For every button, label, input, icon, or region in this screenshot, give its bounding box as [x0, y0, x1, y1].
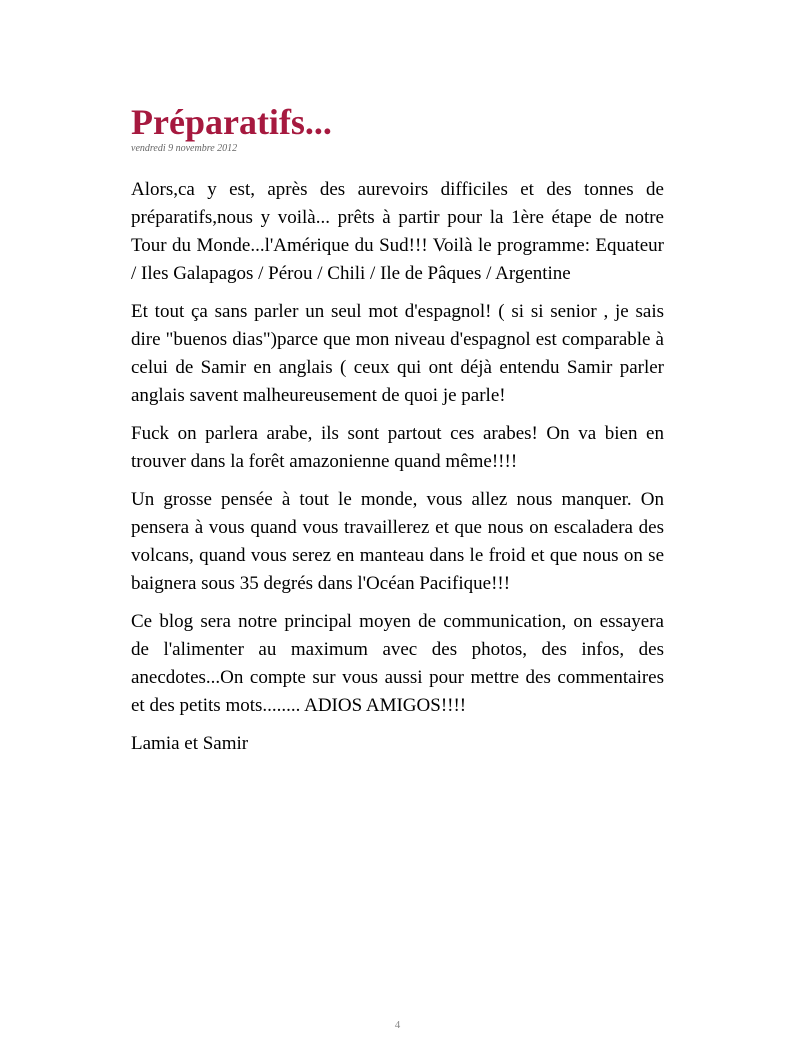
paragraph: Fuck on parlera arabe, ils sont partout ces arabes! On va bien en trouver dans la forêt amazonienne quand même!!!!: [131, 423, 664, 472]
post-body: [131, 176, 664, 768]
signature: Lamia et Samir: [131, 733, 249, 754]
paragraph: Un grosse pensée à tout le monde, vous allez nous manquer. On pensera à vous quand vous travaillerez et que nous on escaladera des volcans, quand vous serez en manteau dans le froid et que nous on se baignera sous 35 degrés dans l'Océan Pacifique!!!: [131, 489, 664, 594]
post-title: Préparatifs...: [131, 102, 332, 142]
post-date: vendredi 9 novembre 2012: [131, 143, 238, 154]
paragraph: Alors,ca y est, après des aurevoirs difficiles et des tonnes de préparatifs,nous y voilà... prêts à partir pour la 1ère étape de notre Tour du Monde...l'Amérique du Sud!!! Voilà le programme: Equateur / Iles Galapagos / Pérou / Chili / Ile de Pâques / Argentine: [131, 179, 664, 284]
paragraph: Et tout ça sans parler un seul mot d'espagnol! ( si si senior , je sais dire "buenos dias")parce que mon niveau d'espagnol est comparable à celui de Samir en anglais ( ceux qui ont déjà entendu Samir parler anglais savent malheureusement de quoi je parle!: [131, 301, 664, 406]
paragraph: Ce blog sera notre principal moyen de communication, on essayera de l'alimenter au maximum avec des photos, des infos, des anecdotes...On compte sur vous aussi pour mettre des commentaires et des petits mots........ ADIOS AMIGOS!!!!: [131, 611, 664, 716]
page-number: 4: [394, 1019, 401, 1031]
